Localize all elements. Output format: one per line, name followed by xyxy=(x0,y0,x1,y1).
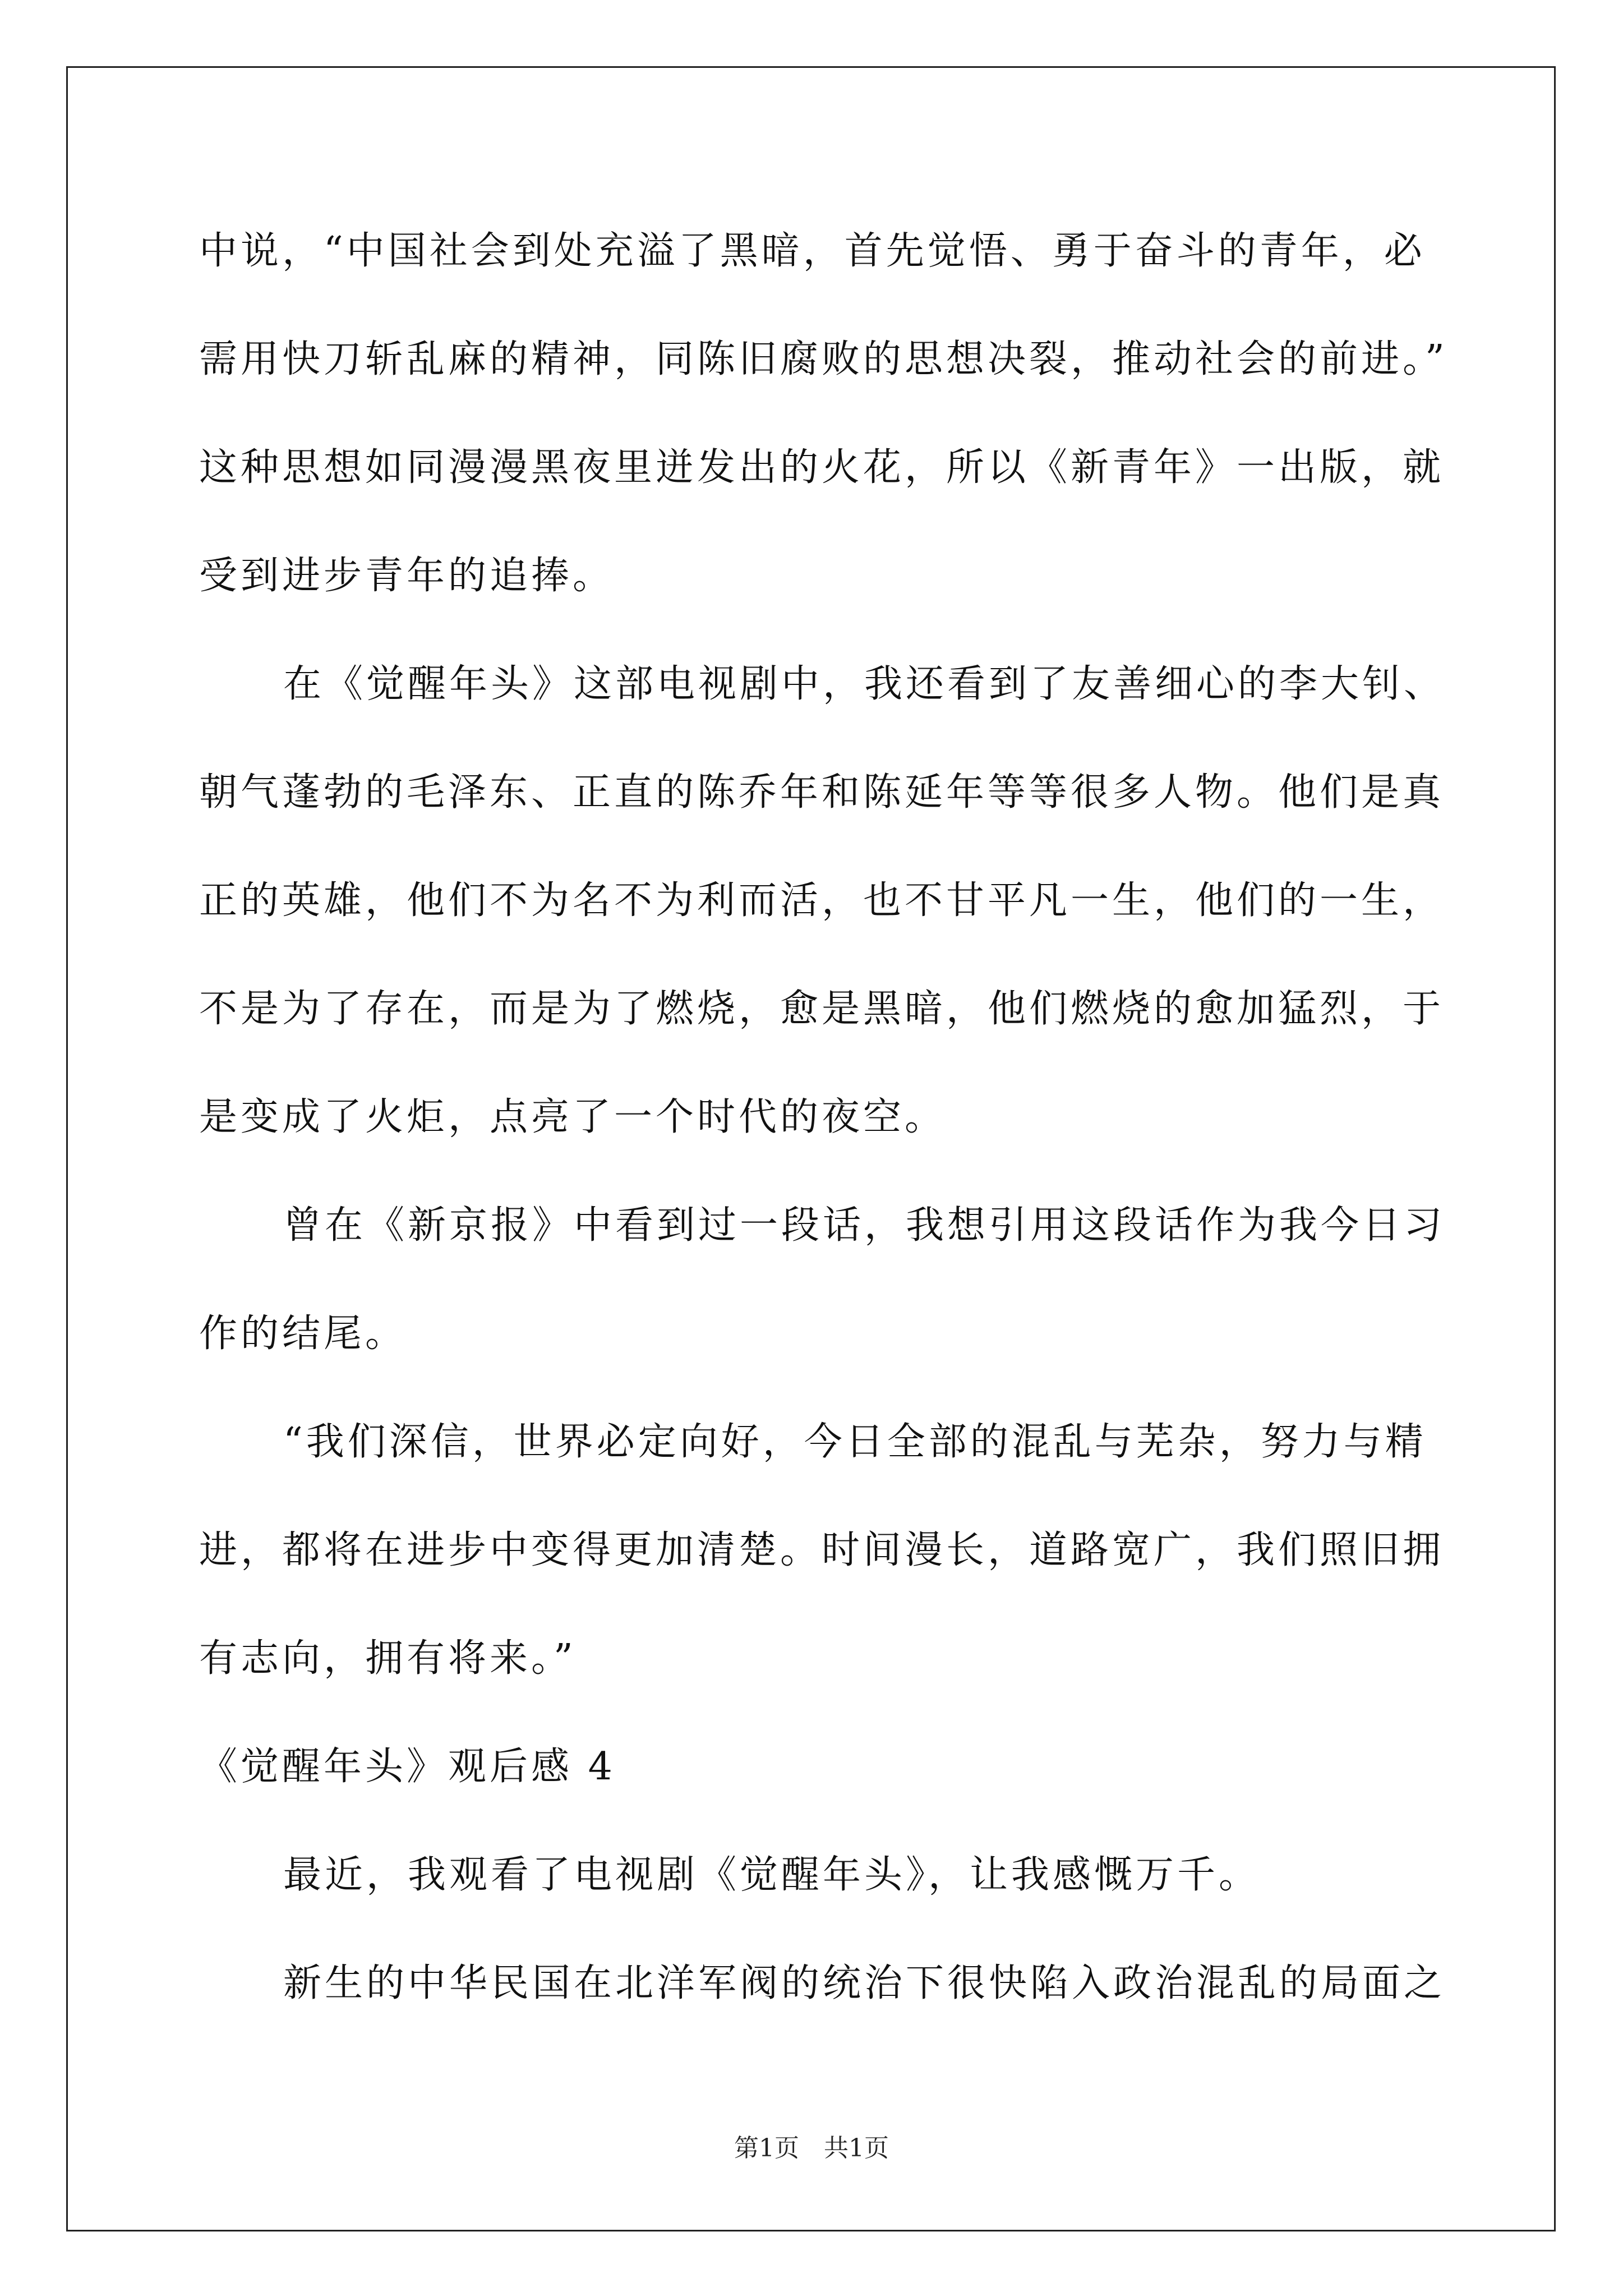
text-line: 在《觉醒年头》这部电视剧中，我还看到了友善细心的李大钊、 xyxy=(283,662,1446,706)
text-line: 不是为了存在，而是为了燃烧，愈是黑暗，他们燃烧的愈加猛烈，于 xyxy=(199,987,1445,1031)
text-line: 需用快刀斩乱麻的精神，同陈旧腐败的思想决裂，推动社会的前进。” xyxy=(199,337,1448,381)
text-line: 最近，我观看了电视剧《觉醒年头》，让我感慨万千。 xyxy=(283,1853,1261,1897)
text-line: 新生的中华民国在北洋军阀的统治下很快陷入政治混乱的局面之 xyxy=(283,1961,1446,2005)
text-line: 正的英雄，他们不为名不为利而活，也不甘平凡一生，他们的一生， xyxy=(199,878,1445,923)
text-line: 作的结尾。 xyxy=(199,1312,407,1356)
text-line: “我们深信，世界必定向好，今日全部的混乱与芜杂，努力与精 xyxy=(283,1420,1427,1464)
text-line: 朝气蓬勃的毛泽东、正直的陈乔年和陈延年等等很多人物。他们是真 xyxy=(199,770,1445,815)
text-line: 这种思想如同漫漫黑夜里迸发出的火花，所以《新青年》一出版，就 xyxy=(199,445,1445,490)
text-line: 受到进步青年的追捧。 xyxy=(199,554,615,598)
text-line: 有志向，拥有将来。” xyxy=(199,1636,577,1681)
text-line: 曾在《新京报》中看到过一段话，我想引用这段话作为我今日习 xyxy=(283,1203,1446,1248)
page-number: 第1页 共1页 xyxy=(734,2134,889,2162)
text-line: 是变成了火炬，点亮了一个时代的夜空。 xyxy=(199,1095,947,1139)
section-heading: 《觉醒年头》观后感 4 xyxy=(199,1745,616,1789)
text-line: 中说，“中国社会到处充溢了黑暗，首先觉悟、勇于奋斗的青年，必 xyxy=(199,229,1426,273)
document-body xyxy=(199,224,1448,2010)
text-line: 进，都将在进步中变得更加清楚。时间漫长，道路宽广，我们照旧拥 xyxy=(199,1528,1445,1572)
